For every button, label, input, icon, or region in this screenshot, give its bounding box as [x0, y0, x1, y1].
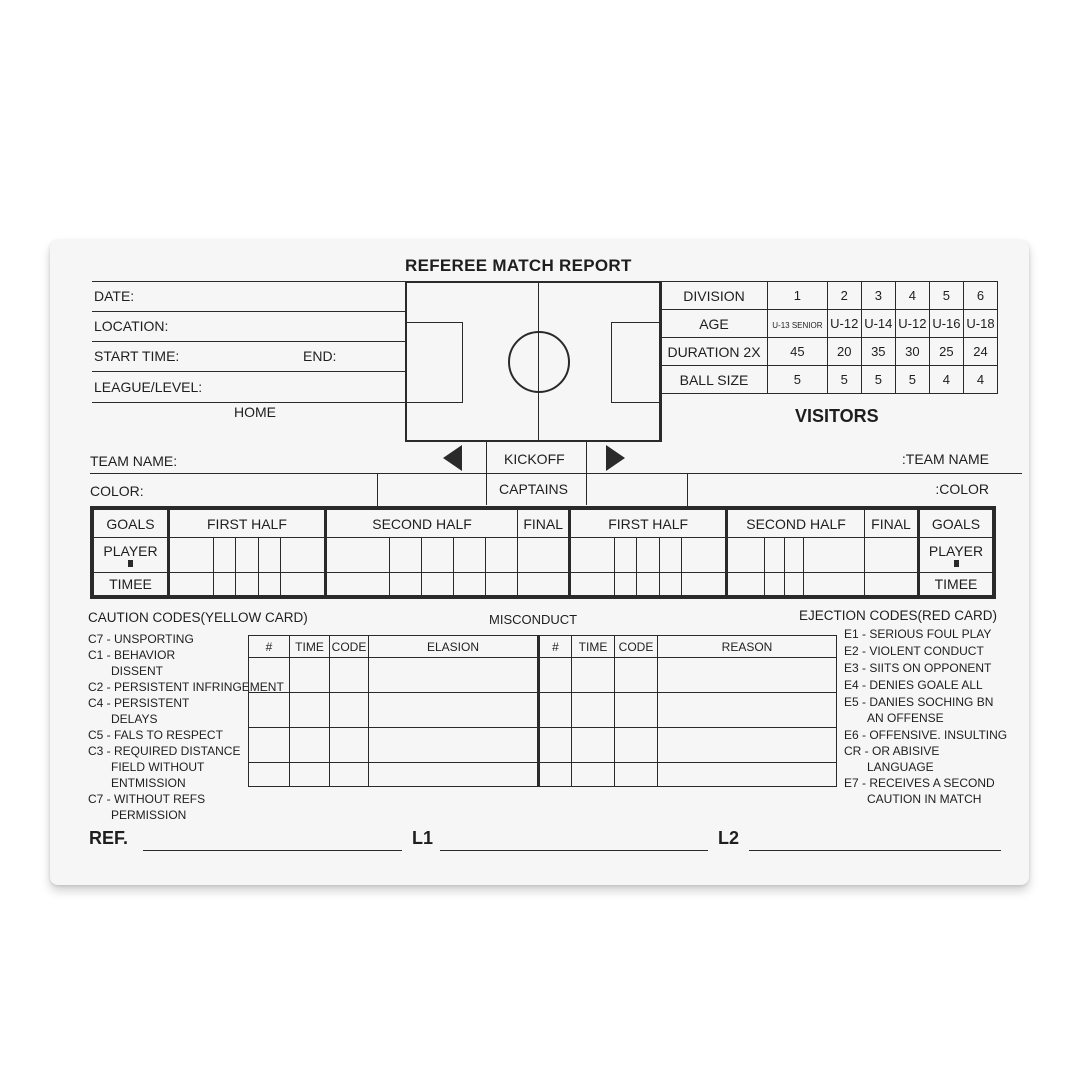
entry-cell[interactable]: [539, 658, 572, 693]
age-cell: [768, 310, 828, 338]
division-cell: 5: [929, 282, 963, 310]
header-code: CODE: [330, 636, 369, 658]
entry-cell[interactable]: [615, 658, 658, 693]
home-captain-box[interactable]: [377, 473, 378, 506]
caution-code: C2 - PERSISTENT INFRINGEMENT: [88, 680, 284, 694]
entry-cell[interactable]: [539, 728, 572, 763]
date-label: DATE:: [94, 288, 135, 304]
goal-cell[interactable]: [422, 572, 454, 595]
header-code: CODE: [615, 636, 658, 658]
ejection-code: AN OFFENSE: [867, 711, 944, 725]
caution-code: C3 - REQUIRED DISTANCE: [88, 744, 241, 758]
goal-cell[interactable]: [258, 572, 280, 595]
goal-cell[interactable]: [637, 538, 659, 573]
caution-code: C1 - BEHAVIOR: [88, 648, 176, 662]
entry-cell[interactable]: [330, 693, 369, 728]
entry-cell[interactable]: [615, 728, 658, 763]
entry-cell[interactable]: [658, 693, 837, 728]
goal-cell[interactable]: [169, 538, 214, 573]
division-label: DIVISION: [661, 282, 768, 310]
home-goals-header: GOALS: [94, 510, 169, 538]
ejection-code: E7 - RECEIVES A SECOND: [844, 776, 995, 790]
caution-code: FIELD WITHOUT: [111, 760, 205, 774]
entry-cell[interactable]: [369, 693, 539, 728]
entry-cell[interactable]: [330, 658, 369, 693]
ejection-code: E5 - DANIES SOCHING BN: [844, 695, 994, 709]
linesman1-signature-label: L1: [412, 828, 434, 848]
location-line[interactable]: [92, 341, 405, 342]
goal-cell[interactable]: [637, 572, 659, 595]
goal-cell[interactable]: [325, 572, 389, 595]
referee-signature-label: REF.: [89, 828, 129, 848]
duration-cell: 20: [827, 338, 861, 366]
goal-cell[interactable]: [784, 572, 803, 595]
kickoff-label: KICKOFF: [504, 451, 565, 467]
caution-code: DELAYS: [111, 712, 158, 726]
goals-table: [90, 506, 996, 599]
right-penalty-box: [611, 322, 660, 403]
caution-code: C7 - WITHOUT REFS: [88, 792, 206, 806]
age-cell: U-18: [963, 310, 997, 338]
time-row: [94, 572, 993, 595]
captains-label: CAPTAINS: [499, 481, 568, 497]
visitor-second-half-header: SECOND HALF: [727, 510, 865, 538]
goal-cell[interactable]: [390, 572, 422, 595]
duration-cell: 24: [963, 338, 997, 366]
visitor-first-half-header: FIRST HALF: [570, 510, 727, 538]
header-reason: REASON: [658, 636, 837, 658]
caution-code: PERMISSION: [111, 808, 187, 822]
ball-size-cell: 5: [861, 366, 895, 394]
entry-cell[interactable]: [290, 693, 330, 728]
home-label: HOME: [234, 404, 276, 420]
home-color-label: COLOR:: [90, 483, 144, 499]
goal-cell[interactable]: [258, 538, 280, 573]
division-table: [660, 281, 998, 394]
entry-cell[interactable]: [290, 763, 330, 787]
player-label-text: PLAYER: [103, 542, 158, 559]
visitor-time-label: TIMEE: [919, 572, 993, 595]
center-circle: [508, 331, 570, 393]
header-reason: ELASION: [369, 636, 539, 658]
header-number: #: [539, 636, 572, 658]
goal-cell[interactable]: [784, 538, 803, 573]
misconduct-row: [249, 763, 837, 787]
caution-codes-heading: CAUTION CODES(YELLOW CARD): [88, 610, 308, 625]
goal-cell[interactable]: [765, 572, 784, 595]
divider: [92, 281, 405, 282]
start-time-label: START TIME:: [94, 348, 180, 364]
ejection-codes-heading: EJECTION CODES(RED CARD): [798, 608, 997, 623]
entry-cell[interactable]: [249, 728, 290, 763]
goal-cell[interactable]: [236, 572, 258, 595]
goal-cell[interactable]: [280, 572, 325, 595]
entry-cell[interactable]: [572, 658, 615, 693]
visitor-goals-header: GOALS: [919, 510, 993, 538]
divider: [659, 281, 660, 441]
entry-cell[interactable]: [658, 658, 837, 693]
caution-code: C5 - FALS TO RESPECT: [88, 728, 223, 742]
division-cell: 3: [861, 282, 895, 310]
final-cell[interactable]: [865, 538, 919, 573]
goal-cell[interactable]: [169, 572, 214, 595]
goal-cell[interactable]: [422, 538, 454, 573]
division-row: [661, 282, 998, 310]
division-cell: 4: [895, 282, 929, 310]
goals-header-row: [94, 510, 993, 538]
duration-cell: 35: [861, 338, 895, 366]
ball-size-row: [661, 366, 998, 394]
misconduct-row: [249, 728, 837, 763]
ball-size-cell: 5: [827, 366, 861, 394]
ejection-code: E6 - OFFENSIVE. INSULTING: [844, 728, 1008, 742]
ball-size-label: BALL SIZE: [661, 366, 768, 394]
report-title: REFEREE MATCH REPORT: [405, 256, 632, 275]
goal-cell[interactable]: [804, 572, 865, 595]
division-cell: 2: [827, 282, 861, 310]
visitor-team-name-label: :TEAM NAME: [901, 451, 989, 467]
goal-cell[interactable]: [804, 538, 865, 573]
caution-code: C7 - UNSPORTING: [88, 632, 194, 646]
ball-size-cell: 4: [929, 366, 963, 394]
final-cell[interactable]: [518, 538, 570, 573]
misconduct-row: [249, 658, 837, 693]
duration-cell: 30: [895, 338, 929, 366]
entry-cell[interactable]: [290, 728, 330, 763]
entry-cell[interactable]: [572, 763, 615, 787]
goal-cell[interactable]: [213, 572, 235, 595]
ejection-code: E2 - VIOLENT CONDUCT: [844, 644, 984, 658]
division-cell: 6: [963, 282, 997, 310]
age-row: [661, 310, 998, 338]
goal-cell[interactable]: [454, 572, 486, 595]
misconduct-heading: MISCONDUCT: [489, 612, 578, 627]
entry-cell[interactable]: [572, 693, 615, 728]
visitor-player-label: [919, 538, 993, 573]
visitor-captain-box[interactable]: [687, 473, 688, 506]
home-first-half-header: FIRST HALF: [169, 510, 326, 538]
home-time-label: TIMEE: [94, 572, 169, 595]
entry-cell[interactable]: [539, 693, 572, 728]
goal-cell[interactable]: [765, 538, 784, 573]
goal-cell[interactable]: [213, 538, 235, 573]
goal-cell[interactable]: [570, 572, 615, 595]
misconduct-table: [248, 635, 837, 787]
entry-cell[interactable]: [615, 693, 658, 728]
duration-cell: 45: [768, 338, 828, 366]
goal-cell[interactable]: [486, 538, 518, 573]
left-penalty-box: [407, 322, 463, 403]
goal-cell[interactable]: [682, 538, 727, 573]
ball-size-cell: 5: [895, 366, 929, 394]
ejection-code: LANGUAGE: [867, 760, 934, 774]
entry-cell[interactable]: [369, 763, 539, 787]
home-team-name-label: TEAM NAME:: [90, 453, 178, 469]
player-row: [94, 538, 993, 573]
misconduct-header-row: [249, 636, 837, 658]
header-time: TIME: [572, 636, 615, 658]
goal-cell[interactable]: [659, 572, 681, 595]
ball-size-cell: 4: [963, 366, 997, 394]
entry-cell[interactable]: [249, 658, 290, 693]
player-label-text: PLAYER: [928, 542, 984, 559]
goal-cell[interactable]: [236, 538, 258, 573]
visitors-label: VISITORS: [795, 406, 879, 426]
duration-label: DURATION 2X: [661, 338, 768, 366]
goal-cell[interactable]: [570, 538, 615, 573]
division-cell: 1: [768, 282, 828, 310]
entry-cell[interactable]: [658, 728, 837, 763]
date-line[interactable]: [92, 311, 405, 312]
goal-cell[interactable]: [727, 538, 765, 573]
linesman2-signature-line[interactable]: [749, 850, 1001, 851]
entry-cell[interactable]: [369, 728, 539, 763]
number-sign-icon: [954, 560, 959, 567]
number-sign-icon: [128, 560, 133, 567]
header-number: #: [249, 636, 290, 658]
misconduct-row: [249, 693, 837, 728]
goal-cell[interactable]: [615, 572, 637, 595]
ball-size-cell: 5: [768, 366, 828, 394]
location-label: LOCATION:: [94, 318, 169, 334]
entry-cell[interactable]: [330, 728, 369, 763]
entry-cell[interactable]: [615, 763, 658, 787]
linesman2-signature-label: L2: [718, 828, 740, 848]
header-time: TIME: [290, 636, 330, 658]
entry-cell[interactable]: [249, 693, 290, 728]
goal-cell[interactable]: [486, 572, 518, 595]
kickoff-left-arrow-icon[interactable]: [443, 445, 462, 471]
duration-row: [661, 338, 998, 366]
ejection-code: E1 - SERIOUS FOUL PLAY: [844, 627, 992, 641]
ejection-code: CR - OR ABISIVE: [844, 744, 940, 758]
ejection-codes-list: [844, 626, 1007, 807]
linesman1-signature-line[interactable]: [440, 850, 708, 851]
home-player-label: [94, 538, 169, 573]
ejection-code: E3 - SIITS ON OPPONENT: [844, 661, 992, 675]
home-final-header: FINAL: [518, 510, 570, 538]
final-cell[interactable]: [518, 572, 570, 595]
team-name-line[interactable]: [90, 473, 1022, 474]
ejection-code: E4 - DENIES GOALE ALL: [844, 678, 983, 692]
end-time-label: END:: [303, 348, 337, 364]
caution-code: DISSENT: [111, 664, 164, 678]
final-cell[interactable]: [865, 572, 919, 595]
age-cell: U-12: [895, 310, 929, 338]
age-cell-text: U-13 SENIOR: [772, 321, 823, 330]
age-label: AGE: [661, 310, 768, 338]
caution-code: ENTMISSION: [111, 776, 186, 790]
goal-cell[interactable]: [659, 538, 681, 573]
kickoff-right-arrow-icon[interactable]: [606, 445, 625, 471]
goal-cell[interactable]: [325, 538, 389, 573]
goal-cell[interactable]: [390, 538, 422, 573]
age-cell: U-16: [929, 310, 963, 338]
entry-cell[interactable]: [539, 763, 572, 787]
entry-cell[interactable]: [658, 763, 837, 787]
visitor-color-label: :COLOR: [935, 481, 989, 497]
goal-cell[interactable]: [280, 538, 325, 573]
goal-cell[interactable]: [682, 572, 727, 595]
referee-signature-line[interactable]: [143, 850, 402, 851]
duration-cell: 25: [929, 338, 963, 366]
age-cell: U-12: [827, 310, 861, 338]
referee-report-card: [50, 240, 1029, 885]
start-time-line[interactable]: [92, 371, 405, 372]
goal-cell[interactable]: [615, 538, 637, 573]
soccer-pitch-diagram: [405, 281, 662, 442]
ejection-code: CAUTION IN MATCH: [867, 792, 982, 806]
entry-cell[interactable]: [572, 728, 615, 763]
entry-cell[interactable]: [249, 763, 290, 787]
age-cell: U-14: [861, 310, 895, 338]
goal-cell[interactable]: [454, 538, 486, 573]
league-level-line[interactable]: [92, 402, 405, 403]
goal-cell[interactable]: [727, 572, 765, 595]
entry-cell[interactable]: [369, 658, 539, 693]
home-second-half-header: SECOND HALF: [325, 510, 517, 538]
entry-cell[interactable]: [330, 763, 369, 787]
entry-cell[interactable]: [290, 658, 330, 693]
league-level-label: LEAGUE/LEVEL:: [94, 379, 203, 395]
caution-code: C4 - PERSISTENT: [88, 696, 190, 710]
visitor-final-header: FINAL: [865, 510, 919, 538]
